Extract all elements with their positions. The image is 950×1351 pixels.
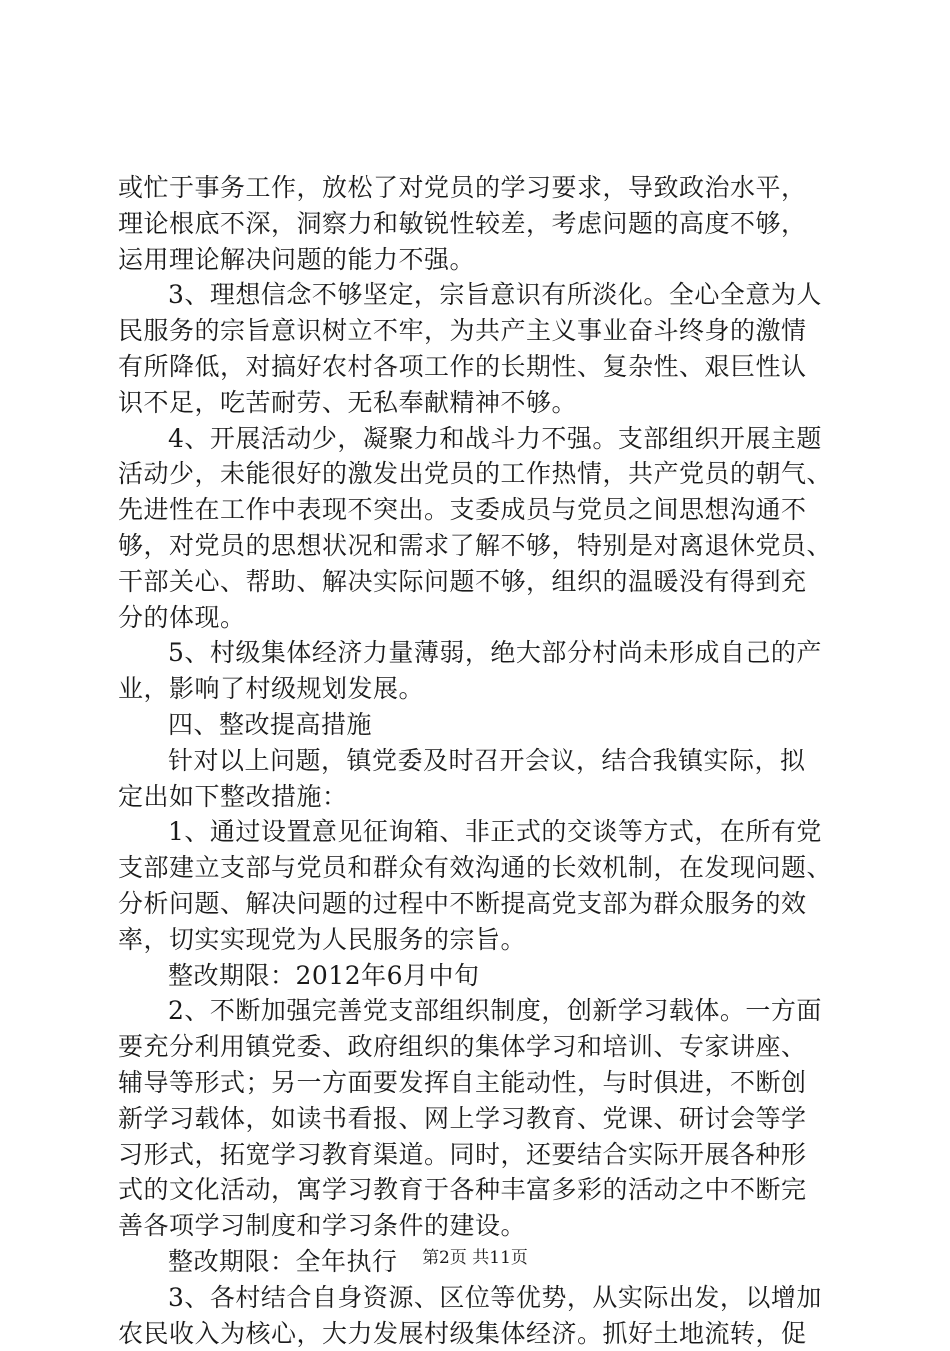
paragraph-start-line: 1、通过设置意见征询箱、非正式的交谈等方式，在所有党 (118, 814, 838, 850)
text-line: 或忙于事务工作，放松了对党员的学习要求，导致政治水平， (118, 170, 838, 206)
document-body (118, 170, 838, 1351)
paragraph-start-line: 4、开展活动少，凝聚力和战斗力不强。支部组织开展主题 (118, 421, 838, 457)
paragraph-start-line: 3、各村结合自身资源、区位等优势，从实际出发，以增加 (118, 1280, 838, 1316)
deadline-line: 整改期限：2012年6月中旬 (118, 958, 838, 994)
paragraph-start-line: 3、理想信念不够坚定，宗旨意识有所淡化。全心全意为人 (118, 277, 838, 313)
paragraph-start-line: 针对以上问题，镇党委及时召开会议，结合我镇实际，拟 (118, 743, 838, 779)
text-line: 先进性在工作中表现不突出。支委成员与党员之间思想沟通不 (118, 492, 838, 528)
page-number-footer: 第2页 共11页 (0, 1243, 950, 1268)
text-line: 农民收入为核心，大力发展村级集体经济。抓好土地流转，促 (118, 1316, 838, 1351)
deadline-line: 整改期限：全年执行 (118, 1244, 838, 1280)
text-line: 活动少，未能很好的激发出党员的工作热情，共产党员的朝气、 (118, 456, 838, 492)
text-line: 理论根底不深，洞察力和敏锐性较差，考虑问题的高度不够， (118, 206, 838, 242)
text-line: 运用理论解决问题的能力不强。 (118, 242, 838, 278)
text-line: 新学习载体，如读书看报、网上学习教育、党课、研讨会等学 (118, 1101, 838, 1137)
text-line: 有所降低，对搞好农村各项工作的长期性、复杂性、艰巨性认 (118, 349, 838, 385)
text-line: 识不足，吃苦耐劳、无私奉献精神不够。 (118, 385, 838, 421)
text-line: 业，影响了村级规划发展。 (118, 671, 838, 707)
text-line: 够，对党员的思想状况和需求了解不够，特别是对离退休党员、 (118, 528, 838, 564)
text-line: 干部关心、帮助、解决实际问题不够，组织的温暖没有得到充 (118, 564, 838, 600)
section-heading: 四、整改提高措施 (118, 707, 838, 743)
text-line: 分的体现。 (118, 600, 838, 636)
text-line: 分析问题、解决问题的过程中不断提高党支部为群众服务的效 (118, 886, 838, 922)
text-line: 习形式，拓宽学习教育渠道。同时，还要结合实际开展各种形 (118, 1137, 838, 1173)
text-line: 善各项学习制度和学习条件的建设。 (118, 1208, 838, 1244)
text-line: 民服务的宗旨意识树立不牢，为共产主义事业奋斗终身的激情 (118, 313, 838, 349)
text-line: 定出如下整改措施： (118, 779, 838, 815)
text-line: 率，切实实现党为人民服务的宗旨。 (118, 922, 838, 958)
text-line: 要充分利用镇党委、政府组织的集体学习和培训、专家讲座、 (118, 1029, 838, 1065)
text-line: 辅导等形式；另一方面要发挥自主能动性，与时俱进，不断创 (118, 1065, 838, 1101)
paragraph-start-line: 2、不断加强完善党支部组织制度，创新学习载体。一方面 (118, 993, 838, 1029)
text-line: 支部建立支部与党员和群众有效沟通的长效机制，在发现问题、 (118, 850, 838, 886)
text-line: 式的文化活动，寓学习教育于各种丰富多彩的活动之中不断完 (118, 1172, 838, 1208)
paragraph-start-line: 5、村级集体经济力量薄弱，绝大部分村尚未形成自己的产 (118, 635, 838, 671)
